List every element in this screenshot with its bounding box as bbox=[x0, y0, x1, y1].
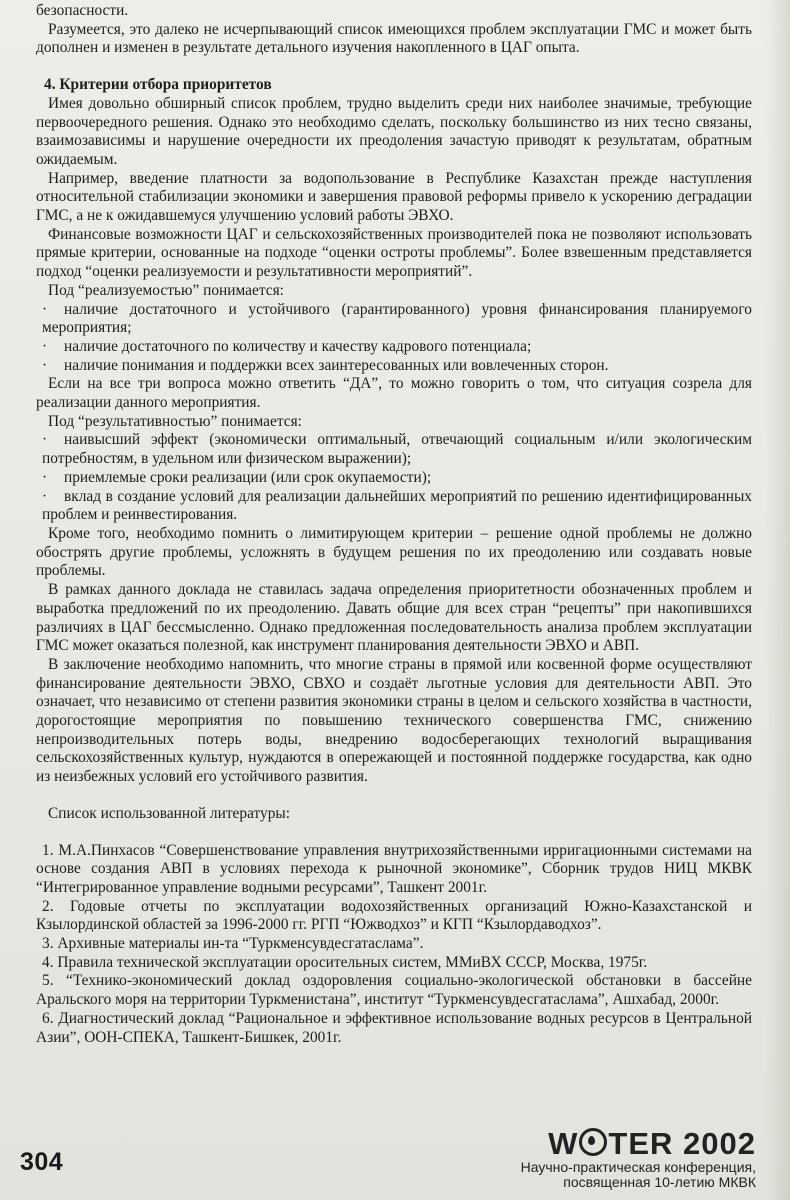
reference-item: 6. Диагностический доклад “Рациональное и эффективное использование водных ресурсов в Центральной Азии”, ООН-СПЕКА, Ташкент-Бишкек, 2001г. bbox=[36, 1009, 752, 1046]
paragraph-4: Под “реализуемостью” понимается: bbox=[48, 281, 284, 299]
list-item: · наивысший эффект (экономически оптимальный, отвечающий социальным и/или экологическим потребностям, в удельном или физическом выражении); bbox=[42, 431, 752, 468]
page-edge-shadow bbox=[766, 0, 790, 1200]
paragraph-8: В рамках данного доклада не ставилась задача определения приоритетности обозначенных проблем и выработка предложений по их преодолению. Давать общие для всех стран “рецепты” при накопившихся различиях в ЦАГ бессмысленно. Однако предложенная последовательность анализа проблем эксплуатации ГМС может оказаться полезной, как инструмент планирования деятельности ЭВХО и АВП. bbox=[36, 581, 752, 655]
text-line-top: безопасности. bbox=[36, 2, 129, 19]
paragraph-5: Если на все три вопроса можно ответить “ДА”, то можно говорить о том, что ситуация созрела для реализации данного мероприятия. bbox=[36, 375, 752, 412]
list-item: · вклад в создание условий для реализации дальнейших мероприятий по решению идентифицированных проблем и реинвестирования. bbox=[42, 487, 752, 524]
water-drop-icon bbox=[579, 1128, 607, 1156]
reference-item: 4. Правила технической эксплуатации оросительных систем, ММиВХ СССР, Москва, 1975г. bbox=[42, 953, 648, 971]
list-item: · наличие понимания и поддержки всех заинтересованных или вовлеченных сторон. bbox=[42, 356, 609, 374]
paragraph-3: Финансовые возможности ЦАГ и сельскохозяйственных производителей пока не позволяют использовать прямые критерии, основанные на подходе “оценки остроты проблемы”. Более взвешенным представляется подход “оценки реализуемости и результативности мероприятий”. bbox=[36, 225, 752, 281]
paragraph-9: В заключение необходимо напомнить, что многие страны в прямой или косвенной форме осуществляют финансирование деятельности ЭВХО, СВХО и создаёт льготные условия для деятельности АВП. Это означает, что независимо от степени развития экономики страны в целом и сельского хозяйства в частности, дорогостоящие мероприятия по повышению технического совершенства ГМС, снижению непроизводительных потерь воды, внедрению водосберегающих технологий выращивания сельскохозяйственных культур, нуждаются в опережающей и постоянной поддержке государства, как одно из неизбежных условий его устойчивого развития. bbox=[36, 655, 752, 786]
logo-subtitle-2: посвященная 10-летию МКВК bbox=[563, 1174, 756, 1190]
paragraph-intro: Разумеется, это далеко не исчерпывающий список имеющихся проблем эксплуатации ГМС и может быть дополнен и изменен в результате детального изучения накопленного в ЦАГ опыта. bbox=[36, 20, 752, 57]
paragraph-1: Имея довольно обширный список проблем, трудно выделить среди них наиболее значимые, требующие первоочередного решения. Однако это необходимо сделать, поскольку большинство из них тесно связаны, взаимозависимы и нарушение очередности их преодоления зачастую приводят к результатам, обратным ожидаемым. bbox=[36, 94, 752, 168]
section-heading: 4. Критерии отбора приоритетов bbox=[44, 76, 272, 94]
list-item: · приемлемые сроки реализации (или срок окупаемости); bbox=[42, 468, 432, 486]
paragraph-7: Кроме того, необходимо помнить о лимитирующем критерии – решение одной проблемы не должно обострять другие проблемы, усложнять в будущем решения по их преодолению или создавать новые проблемы. bbox=[36, 524, 752, 580]
conference-logo bbox=[521, 1128, 756, 1190]
logo-subtitle-1: Научно-практическая конференция, bbox=[520, 1159, 756, 1175]
paragraph-2: Например, введение платности за водопользование в Республике Казахстан прежде наступления относительной стабилизации экономики и завершения правовой реформы привело к ускорению деградации ГМС, а не к ожидавшемуся улучшению условий работы ЭВХО. bbox=[36, 169, 752, 225]
references-title: Список использованной литературы: bbox=[48, 804, 291, 822]
reference-item: 3. Архивные материалы ин-та “Туркменсувдесгатаслама”. bbox=[42, 935, 424, 953]
reference-item: 1. М.А.Пинхасов “Совершенствование управления внутрихозяйственными ирригационными системами на основе создания АВП в условиях перехода к рыночной экономике”, Сборник трудов НИЦ МКВК “Интегрированное управление водными ресурсами”, Ташкент 2001г. bbox=[36, 841, 752, 896]
list-item: · наличие достаточного и устойчивого (гарантированного) уровня финансирования планируемого мероприятия; bbox=[42, 300, 752, 337]
reference-item: 5. “Технико-экономический доклад оздоровления социально-экологической обстановки в бассейне Аральского моря на территории Туркменистана”, институт “Туркменсувдесгатаслама”, Ашхабад, 2000г. bbox=[36, 972, 752, 1009]
logo-wordmark: W TER 2002 bbox=[548, 1126, 756, 1161]
paragraph-6: Под “результативностью” понимается: bbox=[48, 412, 302, 430]
list-item: · наличие достаточного по количеству и качеству кадрового потенциала; bbox=[42, 337, 532, 355]
page-number: 304 bbox=[20, 1148, 64, 1176]
reference-item: 2. Годовые отчеты по эксплуатации водохозяйственных организаций Южно-Казахстанской и Кзылординской областей за 1996-2000 гг. РГП “Южводхоз” и КГП “Кзылордаводхоз”. bbox=[36, 897, 752, 934]
text-column bbox=[36, 2, 752, 1047]
